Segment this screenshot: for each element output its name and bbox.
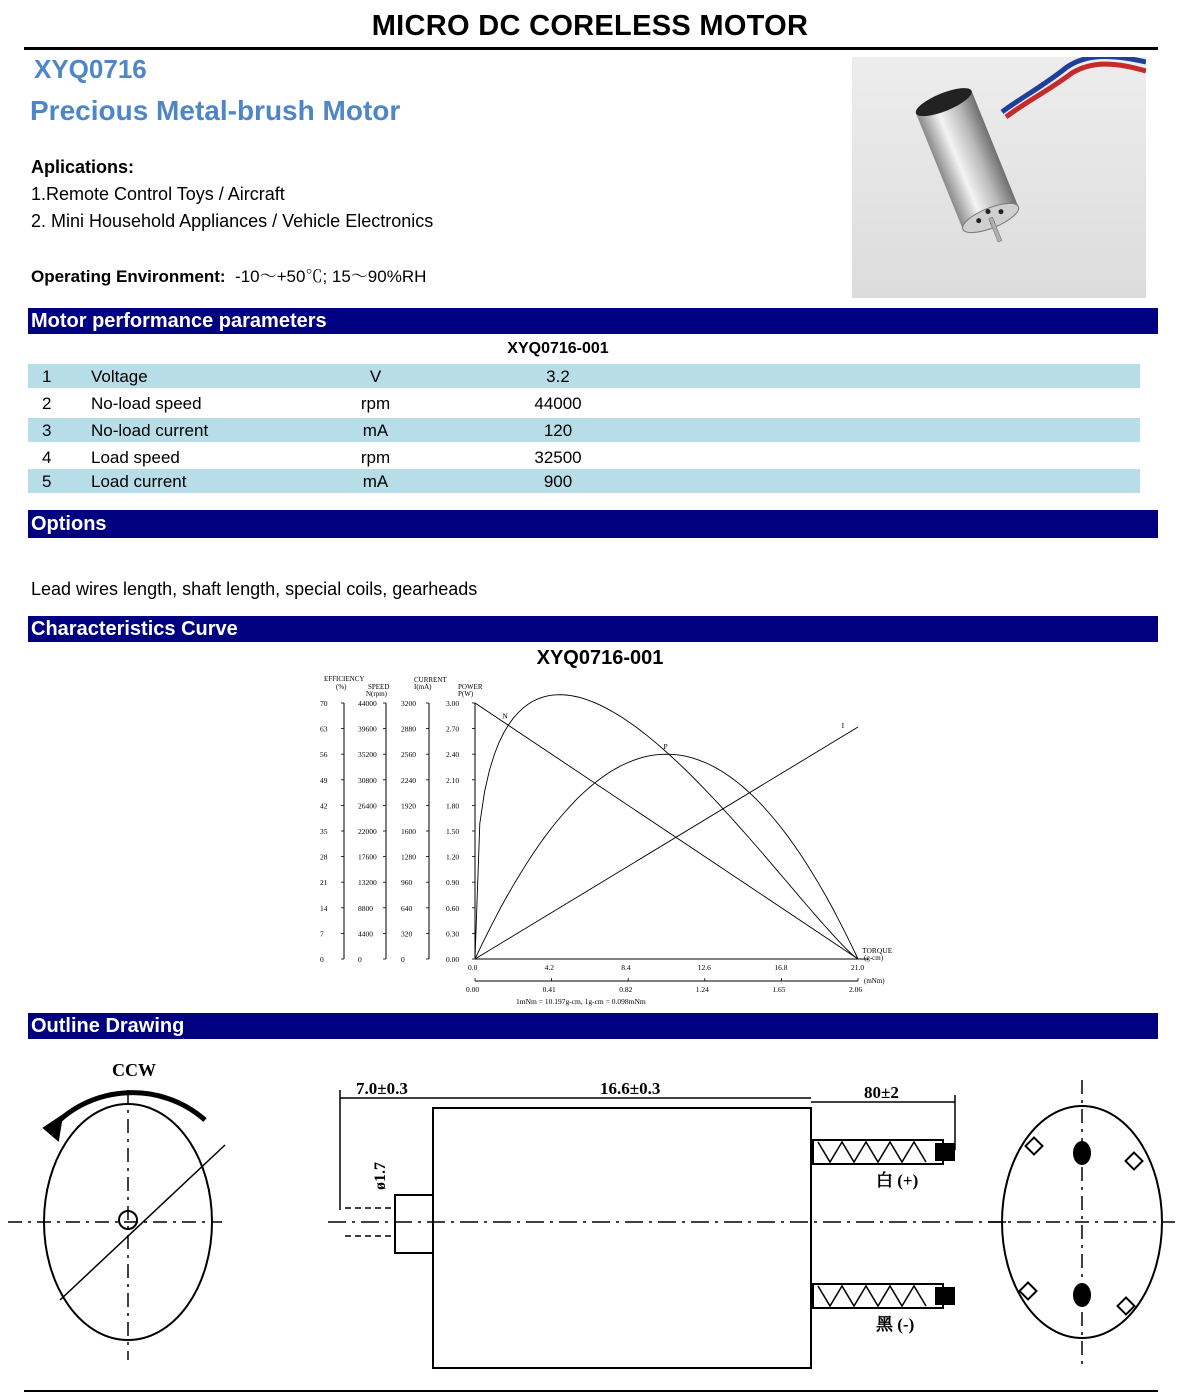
series-label-power: P xyxy=(663,742,668,752)
table-row xyxy=(28,364,1140,388)
application-item: 1.Remote Control Toys / Aircraft xyxy=(31,184,285,204)
axis-unit-efficiency: (%) xyxy=(336,683,347,691)
tick-label-current: 1280 xyxy=(401,852,416,862)
tick-label-efficiency: 14 xyxy=(320,903,328,913)
ccw-label: CCW xyxy=(112,1060,156,1080)
row-number: 2 xyxy=(42,394,52,413)
tick-label-torque: 0.0 xyxy=(468,963,478,972)
tick-label-mnm: 0.41 xyxy=(542,985,556,994)
motor-subtitle: Precious Metal-brush Motor xyxy=(30,95,401,126)
section-bar-outline: Outline Drawing xyxy=(28,1013,1158,1039)
row-parameter: No-load speed xyxy=(91,394,202,413)
axis-label-torque: TORQUE xyxy=(862,946,893,955)
motor-photo xyxy=(852,57,1146,298)
chart-title: XYQ0716-001 xyxy=(536,647,664,669)
tick-label-current: 960 xyxy=(401,878,413,888)
chart-axes xyxy=(344,703,868,981)
chart-series xyxy=(475,695,858,959)
chart-ticks xyxy=(320,699,864,994)
tick-label-torque: 8.4 xyxy=(621,963,631,972)
environment-label: Operating Environment: xyxy=(31,267,226,286)
axis-label-speed: SPEED xyxy=(368,683,390,691)
lead-positive-label: 白 (+) xyxy=(876,1171,919,1190)
tick-label-mnm: 1.24 xyxy=(695,985,709,994)
dim-shaft-diameter: ø1.7 xyxy=(372,1162,389,1190)
tick-label-speed: 39600 xyxy=(358,724,377,734)
model-number: XYQ0716 xyxy=(34,54,147,84)
row-unit: rpm xyxy=(360,448,391,467)
axis-unit-torque: (g-cm) xyxy=(864,954,884,962)
tick-label-mnm: 0.00 xyxy=(466,985,480,994)
front-view xyxy=(8,1090,225,1360)
row-unit: mA xyxy=(362,472,389,491)
row-value: 32500 xyxy=(534,448,582,467)
tick-label-efficiency: 35 xyxy=(320,827,328,836)
applications-heading: Aplications: xyxy=(31,157,135,177)
tick-label-efficiency: 21 xyxy=(320,878,328,888)
axis-label-power: POWER xyxy=(458,683,483,691)
tick-label-current: 1600 xyxy=(401,827,416,836)
tick-label-speed: 13200 xyxy=(358,878,377,888)
tick-label-efficiency: 49 xyxy=(320,775,328,785)
tick-label-efficiency: 28 xyxy=(320,852,328,862)
row-unit: mA xyxy=(362,421,389,440)
tick-label-efficiency: 7 xyxy=(320,929,324,939)
tick-label-current: 1920 xyxy=(401,801,416,811)
efficiency-curve xyxy=(475,695,858,959)
series-label-speed: N xyxy=(502,711,508,721)
tick-label-torque: 12.6 xyxy=(697,963,711,972)
row-number: 4 xyxy=(42,448,52,467)
tick-label-speed: 22000 xyxy=(358,827,377,836)
bottom-rule xyxy=(24,1390,1158,1392)
tick-label-power: 2.40 xyxy=(446,750,460,760)
section-bar-options: Options xyxy=(28,510,1158,538)
tick-label-power: 0.30 xyxy=(446,929,460,939)
axis-label-current: CURRENT xyxy=(414,676,447,684)
motor-photo-illustration xyxy=(852,57,1146,298)
page-title: MICRO DC CORELESS MOTOR xyxy=(371,10,809,42)
tick-label-current: 2240 xyxy=(401,775,416,785)
tick-label-mnm: 1.65 xyxy=(772,985,786,994)
tick-label-speed: 0 xyxy=(358,955,362,964)
row-number: 5 xyxy=(42,472,52,491)
tick-label-power: 0.00 xyxy=(446,955,460,964)
tick-label-speed: 8800 xyxy=(358,903,373,913)
tick-label-efficiency: 0 xyxy=(320,955,324,964)
power-curve xyxy=(475,754,858,959)
outline-drawing xyxy=(0,1040,1180,1390)
tick-label-torque: 16.8 xyxy=(774,963,788,972)
tick-label-power: 1.20 xyxy=(446,852,460,862)
axis-unit-current: I(mA) xyxy=(414,683,432,691)
environment-value: -10～+50℃; 15～90%RH xyxy=(235,267,427,286)
table-row xyxy=(28,418,1140,442)
row-unit: rpm xyxy=(360,394,391,413)
tick-label-power: 2.10 xyxy=(446,775,460,785)
tick-label-power: 3.00 xyxy=(446,699,460,708)
axis-label-efficiency: EFFICIENCY xyxy=(324,675,365,683)
tick-label-current: 640 xyxy=(401,903,413,913)
row-number: 3 xyxy=(42,421,52,440)
row-parameter: Voltage xyxy=(91,367,148,386)
tick-label-speed: 17600 xyxy=(358,852,377,862)
tick-label-speed: 30800 xyxy=(358,775,377,785)
options-text: Lead wires length, shaft length, special coils, gearheads xyxy=(31,579,478,599)
lead-negative-label: 黑 (-) xyxy=(876,1315,915,1334)
title-rule xyxy=(24,47,1158,50)
application-item: 2. Mini Household Appliances / Vehicle Electronics xyxy=(31,211,434,231)
tick-label-speed: 26400 xyxy=(358,801,377,811)
tick-label-current: 2560 xyxy=(401,750,416,760)
section-bar-performance: Motor performance parameters xyxy=(28,308,1158,334)
tick-label-efficiency: 42 xyxy=(320,801,328,811)
section-bar-curve: Characteristics Curve xyxy=(28,616,1158,642)
row-value: 900 xyxy=(543,472,573,491)
operating-environment xyxy=(31,262,426,287)
tick-label-mnm: 2.06 xyxy=(849,985,863,994)
tick-label-power: 1.80 xyxy=(446,801,460,811)
conversion-note: 1mNm = 10.197g-cm, 1g-cm = 0.098mNm xyxy=(516,997,646,1006)
tick-label-current: 2880 xyxy=(401,724,416,734)
tick-label-power: 0.90 xyxy=(446,878,460,888)
tick-label-torque: 4.2 xyxy=(544,963,554,972)
rear-view xyxy=(988,1080,1175,1370)
row-value: 120 xyxy=(543,421,573,440)
tick-label-speed: 4400 xyxy=(358,929,373,939)
tick-label-current: 0 xyxy=(401,955,405,964)
table-row xyxy=(28,391,1140,415)
dim-shaft-length: 7.0±0.3 xyxy=(356,1079,408,1098)
tick-label-current: 3200 xyxy=(401,699,416,708)
tick-label-efficiency: 70 xyxy=(320,699,328,708)
row-unit: V xyxy=(369,367,382,386)
table-row xyxy=(28,469,1140,493)
axis-unit-speed: N(rpm) xyxy=(366,690,387,698)
tick-label-efficiency: 56 xyxy=(320,750,328,760)
tick-label-efficiency: 63 xyxy=(320,724,328,734)
series-label-current: I xyxy=(841,721,845,730)
tick-label-power: 1.50 xyxy=(446,827,460,836)
performance-column-model: XYQ0716-001 xyxy=(507,340,609,357)
axis-unit-power: P(W) xyxy=(458,690,474,698)
row-parameter: Load speed xyxy=(91,448,180,467)
row-number: 1 xyxy=(42,367,52,386)
tick-label-power: 2.70 xyxy=(446,724,460,734)
current-line xyxy=(475,727,858,959)
row-parameter: No-load current xyxy=(91,421,209,440)
tick-label-mnm: 0.82 xyxy=(619,985,633,994)
row-parameter: Load current xyxy=(91,472,187,491)
characteristics-chart xyxy=(318,672,908,1008)
tick-label-speed: 44000 xyxy=(358,699,377,708)
tick-label-current: 320 xyxy=(401,929,413,939)
tick-label-torque: 21.0 xyxy=(851,963,865,972)
row-value: 3.2 xyxy=(546,367,570,386)
table-row xyxy=(28,445,1140,469)
row-value: 44000 xyxy=(534,394,582,413)
dim-lead-length: 80±2 xyxy=(864,1083,899,1102)
dim-body-length: 16.6±0.3 xyxy=(600,1079,661,1098)
axis-unit-mnm: (mNm) xyxy=(864,977,885,985)
tick-label-speed: 35200 xyxy=(358,750,377,760)
tick-label-power: 0.60 xyxy=(446,903,460,913)
